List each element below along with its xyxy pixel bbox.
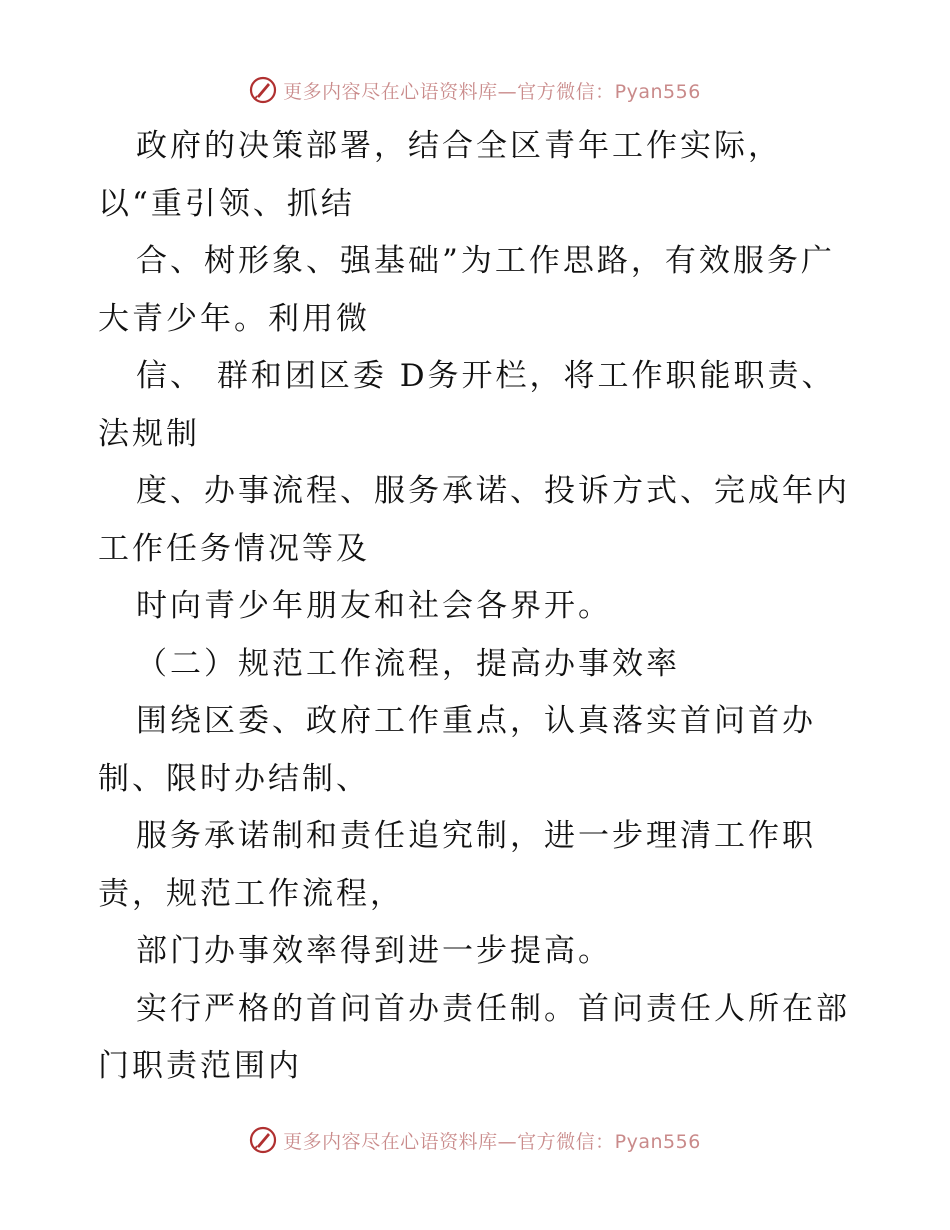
watermark-text: 更多内容尽在心语资料库—官方微信：Pyan556 — [283, 1130, 701, 1153]
text-line: 责，规范工作流程， — [98, 875, 404, 912]
document-body — [98, 118, 898, 1096]
text-line: （二）规范工作流程，提高办事效率 — [136, 645, 680, 682]
text-line: 门职责范围内 — [98, 1048, 302, 1084]
text-line: 大青少年。利用微 — [98, 300, 370, 337]
text-line: 制、限时办结制、 — [98, 760, 370, 797]
text-line: 度、办事流程、服务承诺、投诉方式、完成年内 — [136, 473, 850, 509]
text-line: 围绕区委、政府工作重点，认真落实首问首办 — [136, 703, 816, 739]
text-line: 政府的决策部署，结合全区青年工作实际， — [136, 128, 782, 164]
text-line: 以“重引领、抓结 — [98, 185, 355, 222]
watermark-text: 更多内容尽在心语资料库—官方微信：Pyan556 — [283, 80, 701, 103]
text-line: 合、树形象、强基础”为工作思路，有效服务广 — [136, 243, 835, 279]
text-line: 实行严格的首问首办责任制。首问责任人所在部 — [136, 990, 850, 1027]
text-line: 法规制 — [98, 415, 200, 452]
quill-logo-icon — [249, 76, 277, 104]
header-watermark — [0, 70, 950, 110]
text-line: 信、 群和团区委 D务开栏，将工作职能职责、 — [136, 358, 836, 394]
text-line: 时向青少年朋友和社会各界开。 — [136, 588, 612, 624]
quill-logo-icon — [249, 1126, 277, 1154]
text-line: 服务承诺制和责任追究制，进一步理清工作职 — [136, 818, 816, 854]
footer-watermark — [0, 1120, 950, 1160]
text-line: 工作任务情况等及 — [98, 530, 370, 567]
text-line: 部门办事效率得到进一步提高。 — [136, 933, 612, 969]
